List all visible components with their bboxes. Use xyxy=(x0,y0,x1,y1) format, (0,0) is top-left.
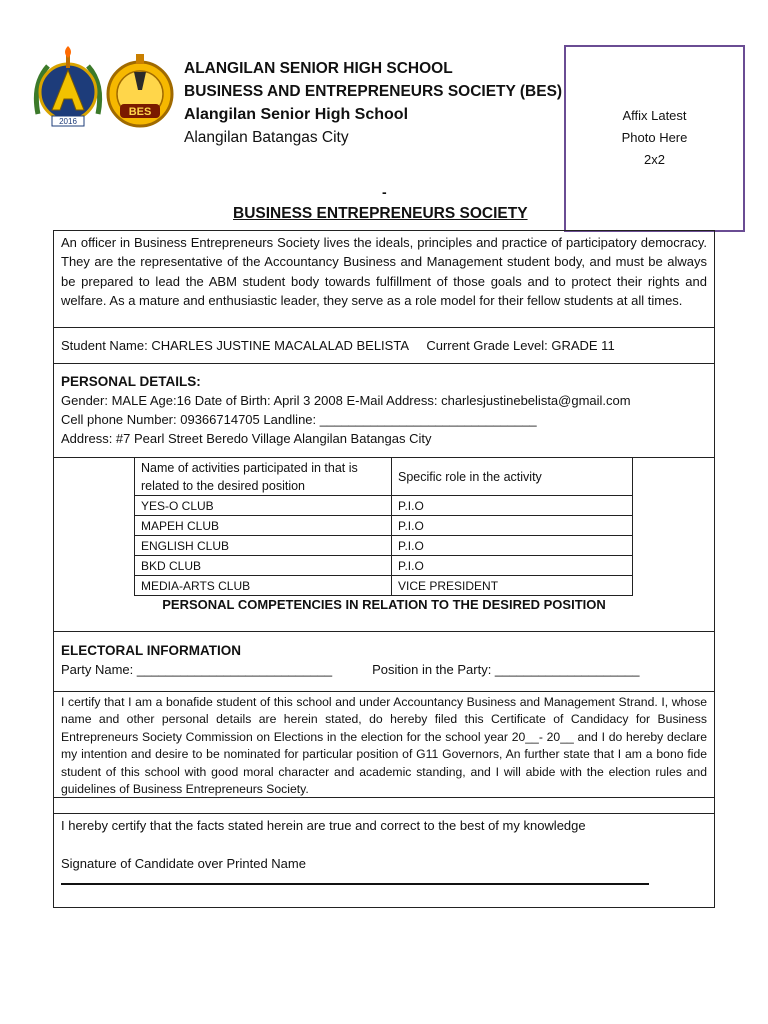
title-dash: - xyxy=(382,184,387,200)
activity-role: P.I.O xyxy=(392,516,633,536)
activities-header-row xyxy=(135,458,633,496)
role-col-header: Specific role in the activity xyxy=(392,458,633,496)
ashs-seal-icon xyxy=(36,46,99,126)
school-seal-logo xyxy=(30,44,180,136)
photo-line-3: 2x2 xyxy=(644,152,665,167)
competencies-header: PERSONAL COMPETENCIES IN RELATION TO THE DESIRED POSITION xyxy=(162,597,606,612)
table-row xyxy=(135,536,633,556)
activity-role: P.I.O xyxy=(392,556,633,576)
personal-details-header: PERSONAL DETAILS: xyxy=(61,374,201,389)
certification-text: I certify that I am a bonafide student of this school and under Accountancy Business and Management Strand. I, whose name and other personal details are herein stated, do hereby filed this Certificate of Candidacy for Business Entrepreneurs Society Commission on Elections in the election for the school year 20__- 20__ and I do hereby declare my intention and desire to be nominated for particular position of G11 Governors, An further state that I am a bono fide student of this school with good moral character and academic standing, and I will abide with the election rules and guidelines of Business Entrepreneurs Society. xyxy=(61,695,707,797)
party-position-field: Position in the Party: ____________________ xyxy=(372,662,640,677)
personal-details-section xyxy=(54,364,714,458)
personal-line-3: Address: #7 Pearl Street Beredo Village Alangilan Batangas City xyxy=(61,431,432,446)
signature-line xyxy=(61,883,649,885)
certification-section xyxy=(54,692,714,798)
photo-box xyxy=(564,45,745,232)
table-row xyxy=(135,496,633,516)
activity-role: VICE PRESIDENT xyxy=(392,576,633,596)
electoral-header: ELECTORAL INFORMATION xyxy=(61,643,241,658)
org-name: BUSINESS AND ENTREPRENEURS SOCIETY (BES) xyxy=(184,83,563,100)
final-certify-text: I hereby certify that the facts stated herein are true and correct to the best of my knowledge xyxy=(61,818,586,833)
seal-year-text: 2016 xyxy=(59,117,77,126)
activity-name: MEDIA-ARTS CLUB xyxy=(135,576,392,596)
document-title: BUSINESS ENTREPRENEURS SOCIETY xyxy=(233,205,528,222)
activities-table xyxy=(134,457,633,596)
school-address: Alangilan Batangas City xyxy=(184,129,349,146)
student-section xyxy=(54,328,714,364)
bes-seal-icon xyxy=(108,54,172,126)
photo-line-2: Photo Here xyxy=(621,130,688,145)
activity-name: MAPEH CLUB xyxy=(135,516,392,536)
table-row xyxy=(135,576,633,596)
activity-role: P.I.O xyxy=(392,536,633,556)
activity-name: YES-O CLUB xyxy=(135,496,392,516)
activity-role: P.I.O xyxy=(392,496,633,516)
signature-section xyxy=(54,814,714,909)
electoral-section xyxy=(54,632,714,692)
blank-row xyxy=(54,798,714,814)
activity-name: BKD CLUB xyxy=(135,556,392,576)
candidacy-form xyxy=(53,230,715,908)
signature-label: Signature of Candidate over Printed Name xyxy=(61,856,306,871)
party-name-field: Party Name: ___________________________ xyxy=(61,662,333,677)
school-name-secondary: Alangilan Senior High School xyxy=(184,106,409,123)
intro-section xyxy=(54,231,714,328)
table-row xyxy=(135,516,633,536)
intro-text: An officer in Business Entrepreneurs Society lives the ideals, principles and practice of participatory democracy. They are the representative of the Accountancy Business and Management student body, and must be always be prepared to lead the ABM student body towards fulfillment of those goals and to protect their rights and welfare. As a mature and enthusiastic leader, they serve as a role model for their fellow students at all times. xyxy=(61,235,707,308)
bes-logo-text: BES xyxy=(128,106,152,118)
table-row xyxy=(135,556,633,576)
school-name: ALANGILAN SENIOR HIGH SCHOOL xyxy=(184,60,453,77)
student-info: Student Name: CHARLES JUSTINE MACALALAD BELISTA Current Grade Level: GRADE 11 xyxy=(61,338,615,353)
personal-line-2: Cell phone Number: 09366714705 Landline: ______________________________ xyxy=(61,412,537,427)
school-header xyxy=(184,57,562,149)
school-logos xyxy=(30,44,180,136)
photo-line-1: Affix Latest xyxy=(622,108,687,123)
activity-name: ENGLISH CLUB xyxy=(135,536,392,556)
personal-line-1: Gender: MALE Age:16 Date of Birth: April 3 2008 E-Mail Address: charlesjustinebelista@gmail.com xyxy=(61,393,631,408)
activity-col-header: Name of activities participated in that is related to the desired position xyxy=(135,458,392,496)
